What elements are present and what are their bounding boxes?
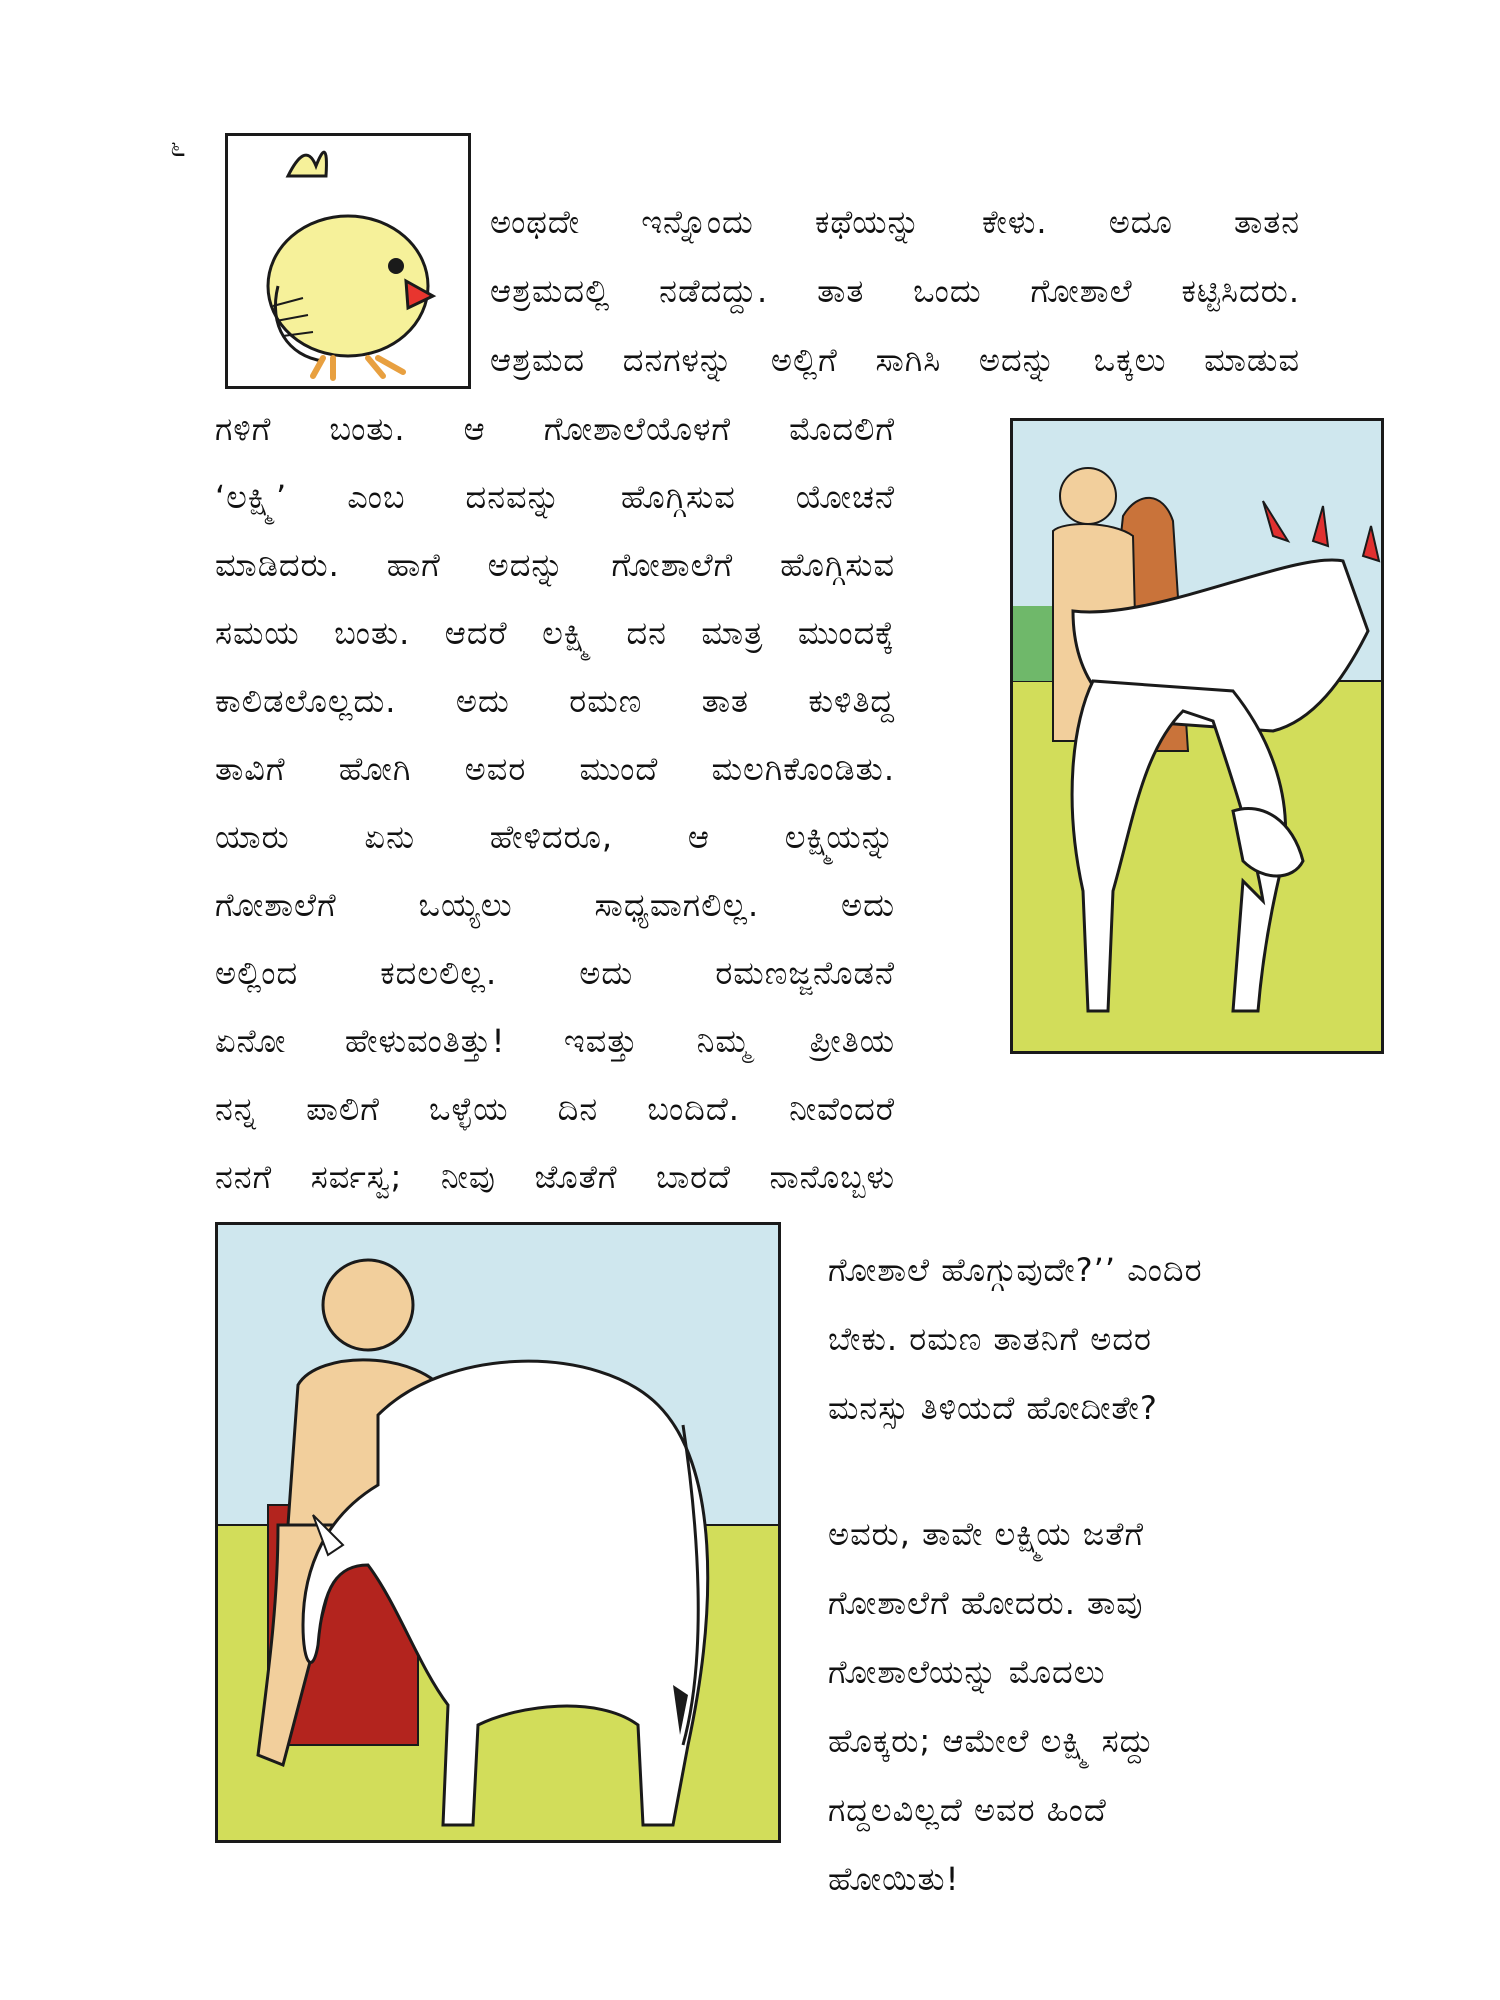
text-line: ಗಳಿಗೆ ಬಂತು. ಆ ಗೋಶಾಲೆಯೊಳಗೆ ಮೊದಲಿಗೆ [215,410,895,448]
text-line: ಸಮಯ ಬಂತು. ಆದರೆ ಲಕ್ಷ್ಮಿ ದನ ಮಾತ್ರ ಮುಂದಕ್ಕೆ [215,614,895,652]
text-line: ಅವರು, ತಾವೇ ಲಕ್ಷ್ಮಿಯ ಜತೆಗೆ [828,1515,1145,1553]
bird-illustration [225,133,471,389]
text-line: ನನ್ನ ಪಾಲಿಗೆ ಒಳ್ಳೆಯ ದಿನ ಬಂದಿದೆ. ನೀವೆಂದರೆ [215,1090,895,1128]
text-line: ಅಲ್ಲಿಂದ ಕದಲಲಿಲ್ಲ. ಅದು ರಮಣಜ್ಜನೊಡನೆ [215,954,895,992]
text-line: ಮಾಡಿದರು. ಹಾಗೆ ಅದನ್ನು ಗೋಶಾಲೆಗೆ ಹೊಗ್ಗಿಸುವ [215,546,895,584]
text-line: ಮನಸ್ಸು ತಿಳಿಯದೆ ಹೋದೀತೇ? [828,1389,1158,1427]
paragraph-ending [828,1500,1308,1914]
text-line: ಹೋಯಿತು! [828,1860,960,1898]
text-line: ಗೋಶಾಲೆಗೆ ಒಯ್ಯಲು ಸಾಧ್ಯವಾಗಲಿಲ್ಲ. ಅದು [215,886,895,924]
text-line: ಆಶ್ರಮದಲ್ಲಿ ನಡೆದದ್ದು. ತಾತ ಒಂದು ಗೋಶಾಲೆ ಕಟ್ಟಿಸಿದರು. [490,272,1300,310]
text-line: ಗದ್ದಲವಿಲ್ಲದೆ ಅವರ ಹಿಂದೆ [828,1791,1107,1829]
text-line: ಅಂಥದೇ ಇನ್ನೊಂದು ಕಥೆಯನ್ನು ಕೇಳು. ಅದೂ ತಾತನ [490,203,1300,241]
text-line: ಯಾರು ಏನು ಹೇಳಿದರೂ, ಆ ಲಕ್ಷ್ಮಿಯನ್ನು [215,818,895,856]
text-line: ಗೋಶಾಲೆ ಹೊಗ್ಗುವುದೇ?’’ ಎಂದಿರ [828,1251,1203,1289]
page-number: ೬ [170,130,186,163]
sages-with-cattle-illustration [1010,418,1384,1054]
text-line: ಬೇಕು. ರಮಣ ತಾತನಿಗೆ ಅದರ [828,1320,1152,1358]
text-line: ತಾವಿಗೆ ಹೋಗಿ ಅವರ ಮುಂದೆ ಮಲಗಿಕೊಂಡಿತು. [215,750,895,788]
text-line: ಗೋಶಾಲೆಗೆ ಹೋದರು. ತಾವು [828,1584,1144,1622]
text-line: ‘ಲಕ್ಷ್ಮಿ’ ಎಂಬ ದನವನ್ನು ಹೊಗ್ಗಿಸುವ ಯೋಚನೆ [215,478,895,516]
text-line: ನನಗೆ ಸರ್ವಸ್ವ; ನೀವು ಜೊತೆಗೆ ಬಾರದೆ ನಾನೊಬ್ಬಳು [215,1158,895,1196]
sage-with-cow-illustration [215,1222,781,1843]
text-line: ಕಾಲಿಡಲೊಲ್ಲದು. ಅದು ರಮಣ ತಾತ ಕುಳಿತಿದ್ದ [215,682,895,720]
text-line: ಏನೋ ಹೇಳುವಂತಿತ್ತು! ಇವತ್ತು ನಿಮ್ಮ ಪ್ರೀತಿಯ [215,1022,895,1060]
paragraph-question [828,1236,1308,1443]
paragraph-story [215,395,895,1211]
text-line: ಹೊಕ್ಕರು; ಆಮೇಲೆ ಲಕ್ಷ್ಮಿ ಸದ್ದು [828,1722,1155,1760]
text-line: ಆಶ್ರಮದ ದನಗಳನ್ನು ಅಲ್ಲಿಗೆ ಸಾಗಿಸಿ ಅದನ್ನು ಒಕ್ಕಲು ಮಾಡುವ [490,341,1300,379]
paragraph-intro [490,188,1300,395]
text-line: ಗೋಶಾಲೆಯನ್ನು ಮೊದಲು [828,1653,1106,1691]
